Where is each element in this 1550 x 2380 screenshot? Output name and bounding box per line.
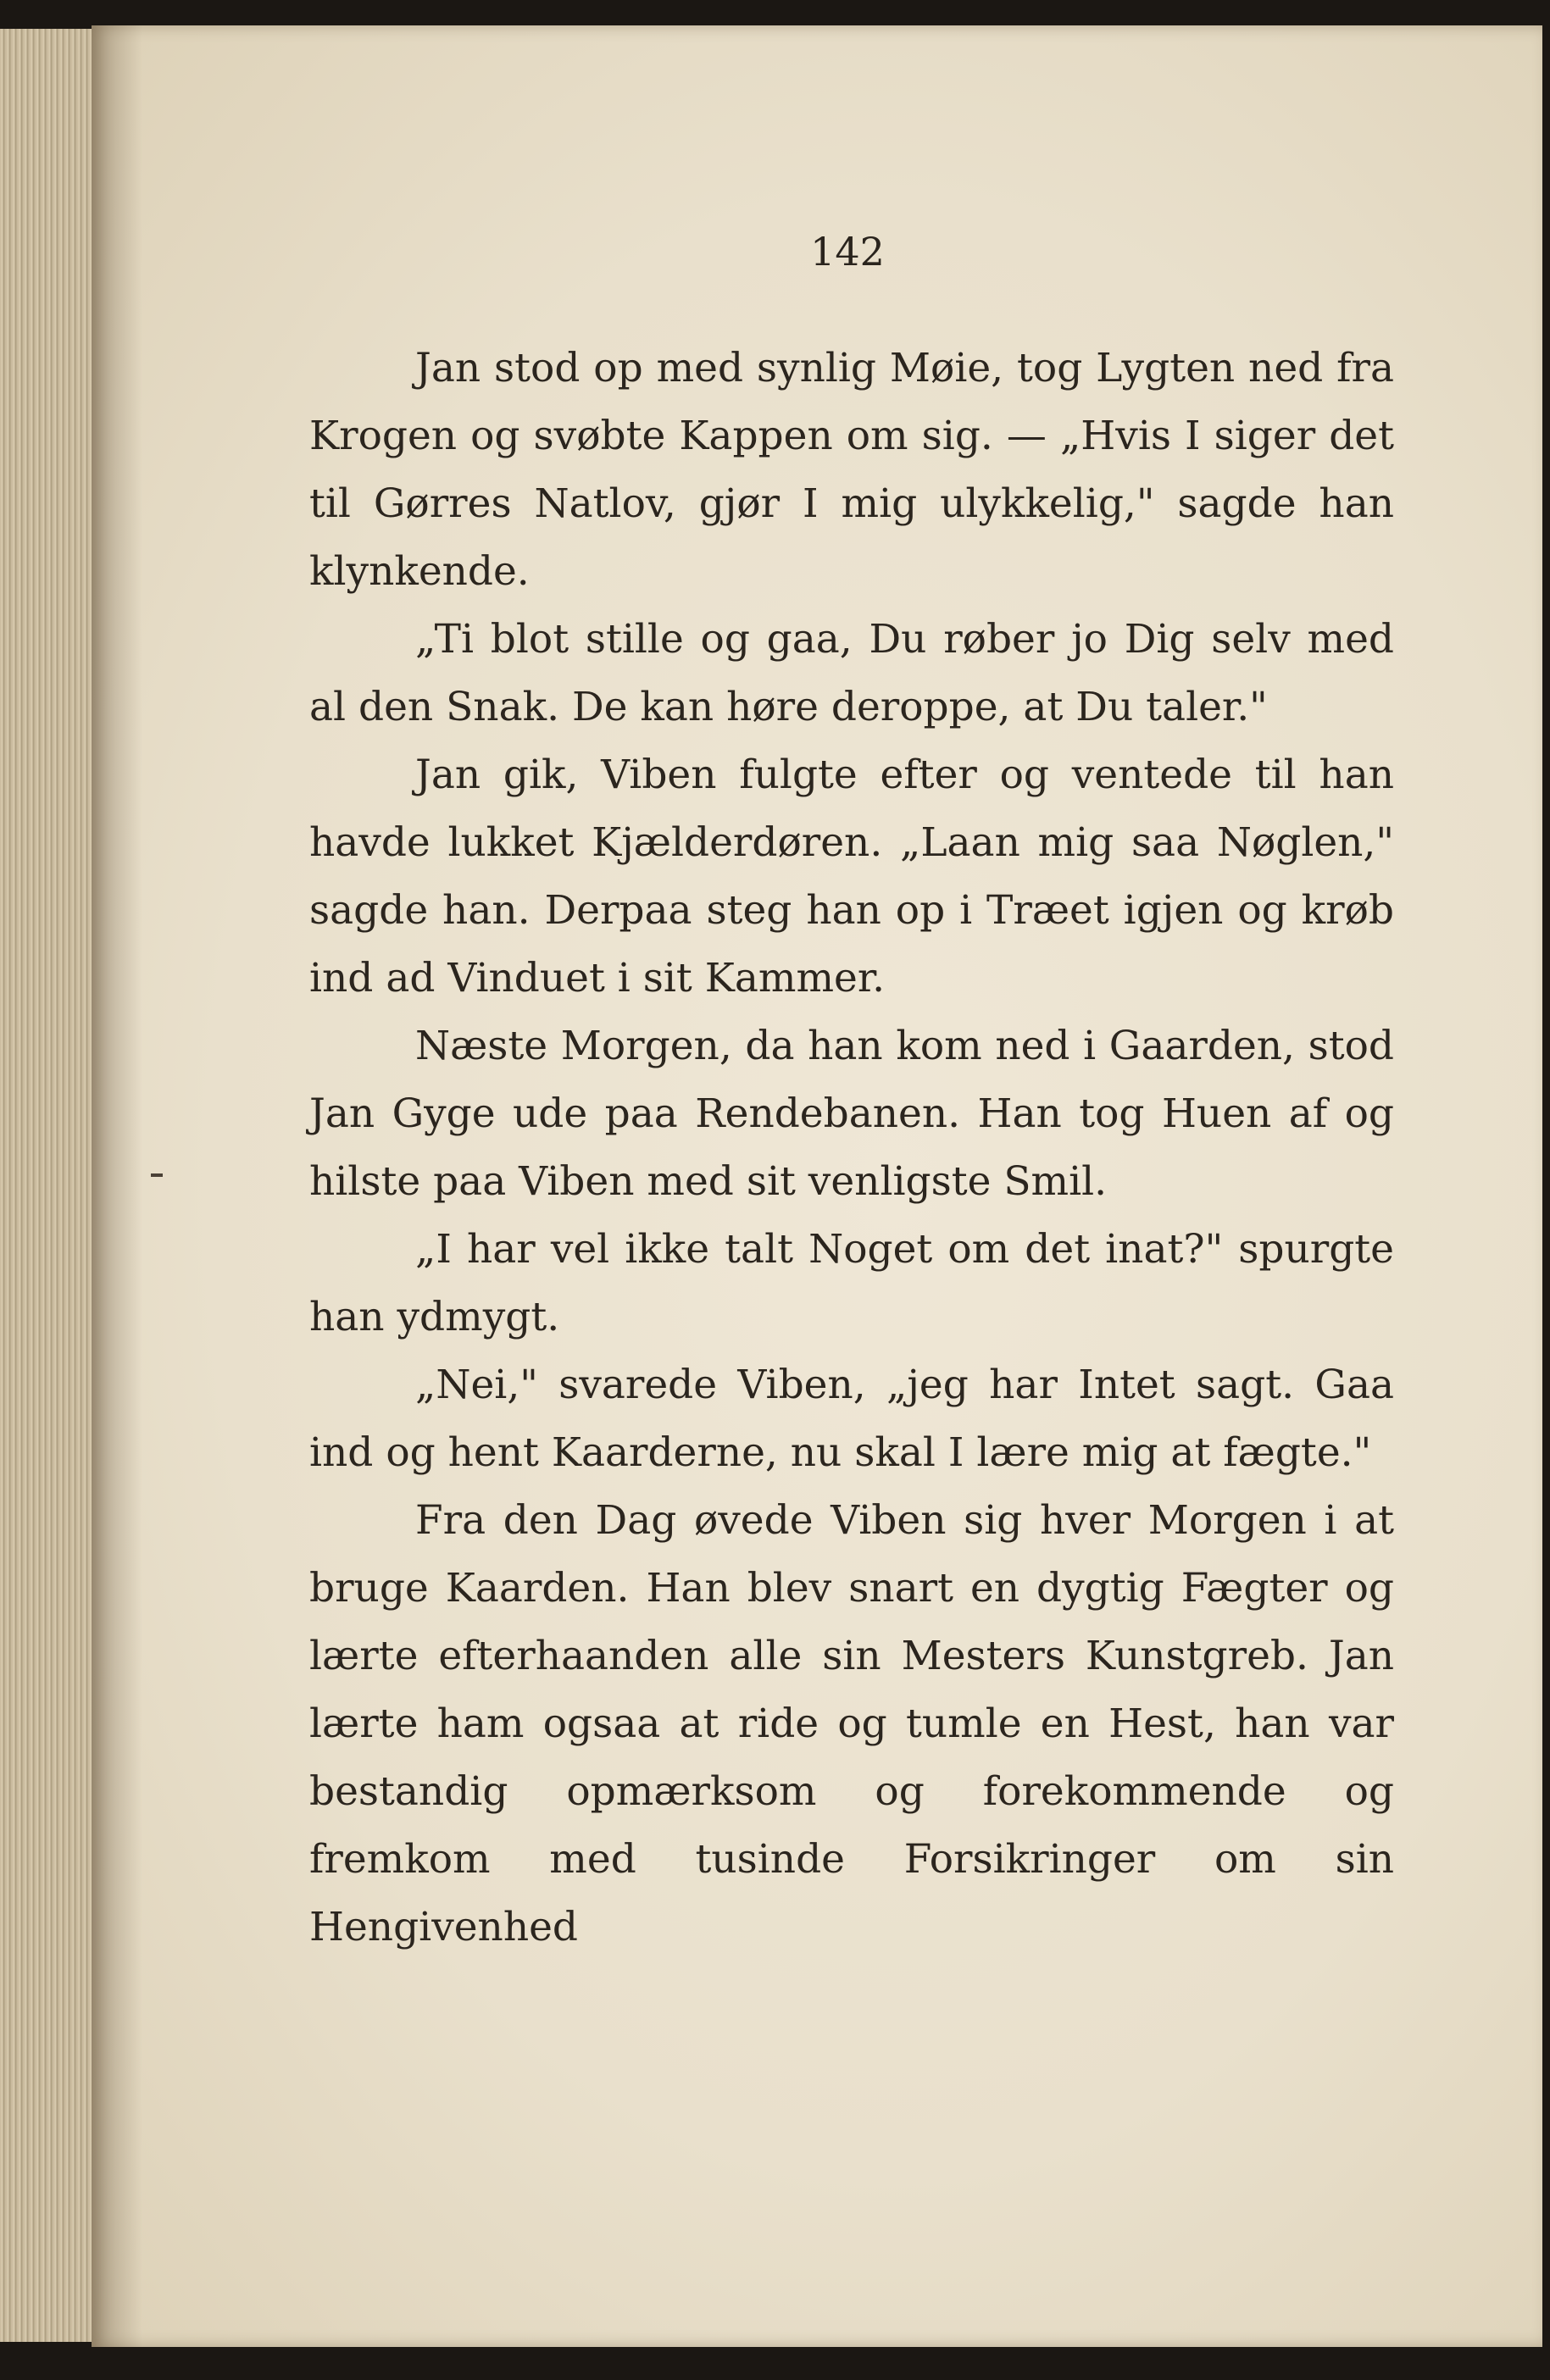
gutter-shadow bbox=[92, 25, 142, 2347]
paragraph: Næste Morgen, da han kom ned i Gaarden, stod Jan Gyge ude paa Rendebanen. Han tog Huen af og hilste paa Viben med sit venligste Smil. bbox=[309, 1023, 1394, 1205]
paragraph: „I har vel ikke talt Noget om det inat?" spurgte han ydmygt. bbox=[309, 1226, 1394, 1340]
paragraph: Jan stod op med synlig Møie, tog Lygten ned fra Krogen og svøbte Kappen om sig. — „Hvis I siger det til Gørres Natlov, gjør I mig ulykkelig," sagde han klynkende. bbox=[309, 345, 1394, 595]
body-text bbox=[309, 335, 1394, 1961]
paragraph: Jan gik, Viben fulgte efter og ventede til han havde lukket Kjælderdøren. „Laan mig saa Nøglen," sagde han. Derpaa steg han op i Træet igjen og krøb ind ad Vinduet i sit Kammer. bbox=[309, 752, 1394, 1001]
paragraph: „Nei," svarede Viben, „jeg har Intet sagt. Gaa ind og hent Kaarderne, nu skal I lære mig at fægte." bbox=[309, 1362, 1394, 1476]
margin-mark bbox=[151, 1173, 163, 1177]
paragraph: „Ti blot stille og gaa, Du røber jo Dig selv med al den Snak. De kan høre deroppe, at Du taler." bbox=[309, 616, 1394, 730]
page-number: 142 bbox=[810, 229, 885, 275]
paragraph: Fra den Dag øvede Viben sig hver Morgen i at bruge Kaarden. Han blev snart en dygtig Fægter og lærte efterhaanden alle sin Mesters Kunstgreb. Jan lærte ham ogsaa at ride og tumle en Hest, han var bestandig opmærksom og forekommende og fremkom med tusinde Forsikringer om sin Hengivenhed bbox=[309, 1497, 1394, 1950]
page-edges bbox=[0, 29, 95, 2342]
